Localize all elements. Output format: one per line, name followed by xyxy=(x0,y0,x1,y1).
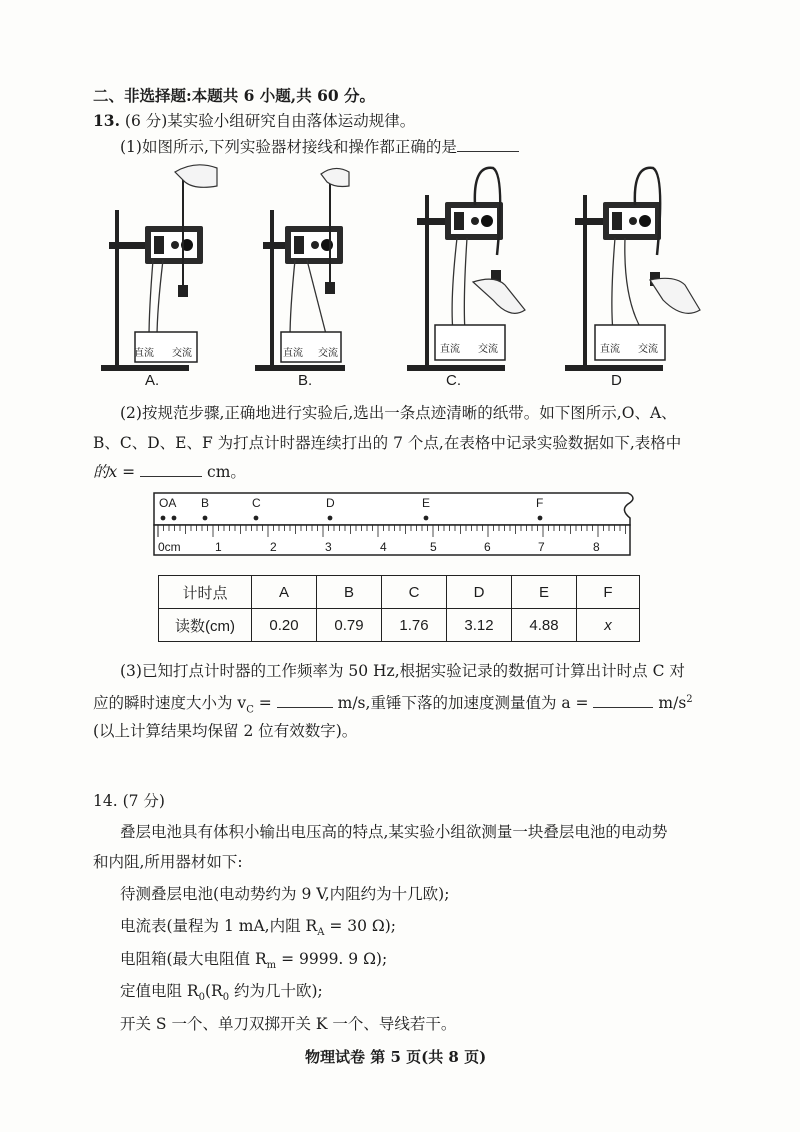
x-answer-blank[interactable] xyxy=(140,462,202,477)
figure-b xyxy=(255,168,349,371)
dot-c xyxy=(254,516,259,521)
tape-label-d: D xyxy=(326,496,335,510)
vc-subscript: C xyxy=(246,704,254,716)
fixed-resistor-text: 定值电阻 R xyxy=(120,982,199,1000)
vc-equals: = xyxy=(253,694,272,713)
table-cell: 读数(cm) xyxy=(159,609,252,642)
tape-label-e: E xyxy=(422,496,431,510)
table-cell: 3.12 xyxy=(447,609,512,642)
q14-item-fixed-resistor xyxy=(120,981,323,1008)
power-b-dc: 直流 xyxy=(283,348,303,359)
r0-subscript: 0 xyxy=(198,992,205,1004)
q13-part3-line3: (以上计算结果均保留 2 位有效数字)。 xyxy=(93,722,358,740)
ruler-label-2: 2 xyxy=(270,540,277,554)
x-equals-label: 的x = xyxy=(93,463,136,481)
q14-intro-line2: 和内阻,所用器材如下: xyxy=(93,853,243,871)
table-cell: B xyxy=(317,576,382,609)
q13-part2-line1: (2)按规范步骤,正确地进行实验后,选出一条点迹清晰的纸带。如下图所示,O、A、 xyxy=(120,404,677,422)
figure-a xyxy=(101,165,217,371)
dot-a xyxy=(172,516,177,521)
figure-d-label: D xyxy=(611,372,622,389)
table-row xyxy=(159,609,640,642)
table-cell: D xyxy=(447,576,512,609)
q14-item-resistance-box xyxy=(120,949,387,976)
table-cell: 计时点 xyxy=(159,576,252,609)
table-cell: A xyxy=(252,576,317,609)
q13-part1-text: (1)如图所示,下列实验器材接线和操作都正确的是 xyxy=(120,138,457,156)
q13-stem: 某实验小组研究自由落体运动规律。 xyxy=(167,112,416,130)
resistance-box-value: = 9999. 9 Ω); xyxy=(276,950,388,968)
q13-points: (6 分) xyxy=(124,112,168,130)
a-label: m/s,重锤下落的加速度测量值为 a = xyxy=(337,694,589,713)
table-cell: 4.88 xyxy=(512,609,577,642)
vc-answer-blank[interactable] xyxy=(277,693,333,708)
fixed-resistor-value: 约为几十欧); xyxy=(229,982,323,1000)
tape-label-c: C xyxy=(252,496,261,510)
rm-subscript: m xyxy=(266,960,277,972)
dot-o xyxy=(161,516,166,521)
power-c-dc: 直流 xyxy=(440,344,460,355)
ruler-label-7: 7 xyxy=(538,540,545,554)
tape-label-b: B xyxy=(201,496,210,510)
ruler-label-3: 3 xyxy=(325,540,332,554)
dot-e xyxy=(424,516,429,521)
a-unit: m/s xyxy=(658,694,687,713)
q13-part2-line3 xyxy=(93,462,246,482)
ruler-label-4: 4 xyxy=(380,540,387,554)
ruler-label-0: 0cm xyxy=(158,540,181,554)
ruler-label-6: 6 xyxy=(484,540,491,554)
ammeter-value: = 30 Ω); xyxy=(324,917,397,935)
tape-label-f: F xyxy=(536,496,544,510)
ruler-label-1: 1 xyxy=(215,540,222,554)
power-b-ac: 交流 xyxy=(318,348,338,359)
page-footer: 物理试卷 第 5 页(共 8 页) xyxy=(305,1048,487,1066)
table-cell: 1.76 xyxy=(382,609,447,642)
q13-header xyxy=(93,111,415,131)
a-unit-exponent: 2 xyxy=(686,694,693,705)
table-cell: C xyxy=(382,576,447,609)
table-cell: x xyxy=(577,609,640,642)
figure-a-label: A. xyxy=(145,372,160,389)
ruler-label-8: 8 xyxy=(593,540,600,554)
q13-part3-line1: (3)已知打点计时器的工作频率为 50 Hz,根据实验记录的数据可计算出计时点 C 对 xyxy=(120,662,685,680)
data-table xyxy=(158,575,640,642)
x-unit: cm。 xyxy=(207,463,246,481)
figure-d xyxy=(565,168,700,371)
section-title: 二、非选择题:本题共 6 小题,共 60 分。 xyxy=(93,86,376,105)
table-cell: F xyxy=(577,576,640,609)
table-cell: 0.20 xyxy=(252,609,317,642)
vc-label: 应的瞬时速度大小为 v xyxy=(93,694,247,713)
q14-header: 14. (7 分) xyxy=(93,792,165,810)
q13-number: 13. xyxy=(93,111,120,130)
power-d-ac: 交流 xyxy=(638,344,658,355)
figure-c-label: C. xyxy=(446,372,461,389)
figure-c xyxy=(407,168,525,371)
q14-item-battery: 待测叠层电池(电动势约为 9 V,内阻约为十几欧); xyxy=(120,885,450,903)
q13-part1-answer-blank[interactable] xyxy=(457,137,519,152)
r0-subscript-2: 0 xyxy=(222,992,230,1004)
ruler-label-5: 5 xyxy=(430,540,437,554)
resistance-box-text: 电阻箱(最大电阻值 R xyxy=(120,950,267,968)
q13-part1 xyxy=(120,137,519,157)
a-answer-blank[interactable] xyxy=(593,693,653,708)
table-header-row xyxy=(159,576,640,609)
fixed-resistor-paren: (R xyxy=(204,982,223,1000)
power-a-dc: 直流 xyxy=(134,348,154,359)
dot-f xyxy=(538,516,543,521)
table-cell: 0.79 xyxy=(317,609,382,642)
q14-intro-line1: 叠层电池具有体积小输出电压高的特点,某实验小组欲测量一块叠层电池的电动势 xyxy=(120,823,668,841)
paper-tape-ruler xyxy=(150,490,650,562)
power-d-dc: 直流 xyxy=(600,344,620,355)
dot-b xyxy=(203,516,208,521)
ammeter-text: 电流表(量程为 1 mA,内阻 R xyxy=(120,917,318,935)
power-a-ac: 交流 xyxy=(172,348,192,359)
table-cell: E xyxy=(512,576,577,609)
q14-item-switches: 开关 S 一个、单刀双掷开关 K 一个、导线若干。 xyxy=(120,1015,457,1033)
ra-subscript: A xyxy=(317,927,325,939)
dot-d xyxy=(328,516,333,521)
q14-item-ammeter xyxy=(120,916,396,943)
q13-part2-line2: B、C、D、E、F 为打点计时器连续打出的 7 个点,在表格中记录实验数据如下,表格中 xyxy=(93,434,682,452)
q13-part3-line2 xyxy=(93,690,693,720)
figure-b-label: B. xyxy=(298,372,313,389)
tape-label-oa: OA xyxy=(159,496,177,510)
power-c-ac: 交流 xyxy=(478,344,498,355)
